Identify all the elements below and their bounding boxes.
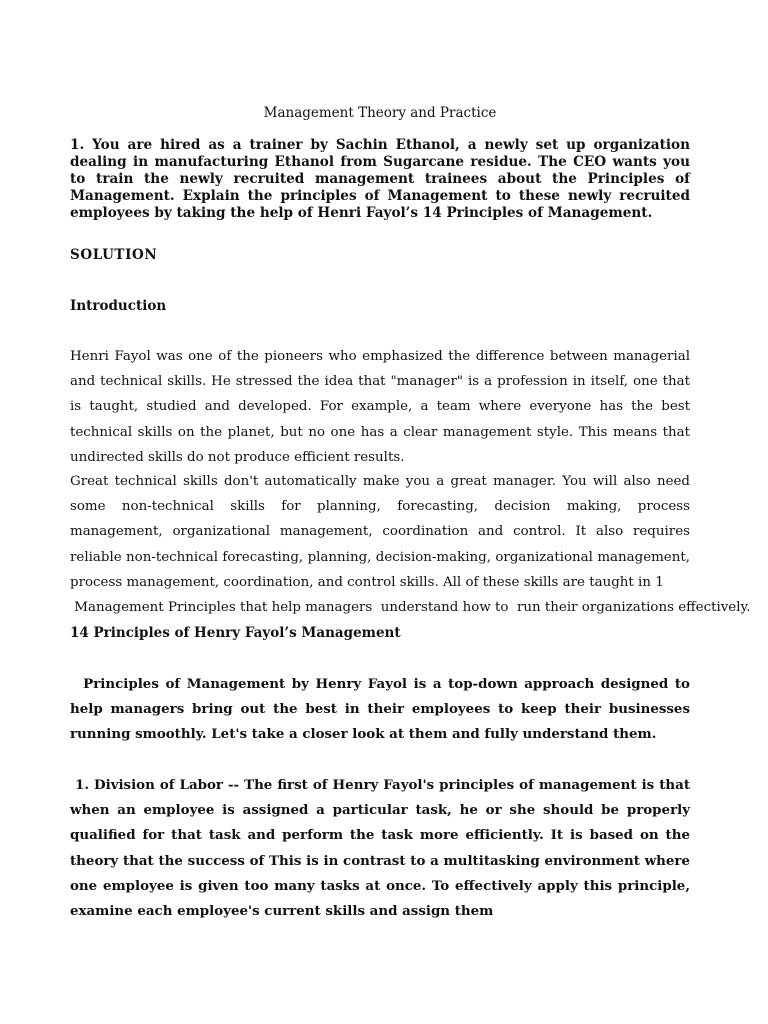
principles-intro-paragraph: Principles of Management by Henry Fayol is a top-down approach designed to help managers bring out the best in their employees to keep their businesses running smoothly. Let's take a closer look at them and fully understand them. <box>70 676 695 743</box>
intro-paragraph: Henri Fayol was one of the pioneers who emphasized the difference between managerial and technical skills. He stressed the idea that "manager" is a profession in itself, one that is taught, studied and developed. For example, a team where everyone has the best technical skills on the planet, but no one has a clear management style. This means that undirected skills do not produce efficient results. <box>70 349 690 465</box>
solution-heading: SOLUTION <box>70 247 158 263</box>
assignment-question: 1. You are hired as a trainer by Sachin Ethanol, a newly set up organization dealing in manufacturing Ethanol from Sugarcane residue. The CEO wants you to train the newly recruited management trainees about the Principles of Management. Explain the principles of Management to these newly recruited employees by taking the help of Henri Fayol’s 14 Principles of Management. <box>70 137 690 221</box>
division-of-labor-paragraph: 1. Division of Labor -- The first of Henry Fayol's principles of management is that when an employee is assigned a particular task, he or she should be properly qualified for that task and perform the task more efficiently. It is based on the theory that the success of This is in contrast to a multitasking environment where one employee is given too many tasks at once. To effectively apply this principle, examine each employee's current skills and assign them <box>70 777 695 920</box>
principles-heading: 14 Principles of Henry Fayol’s Management <box>70 625 401 641</box>
document-title: Management Theory and Practice <box>263 105 497 121</box>
skills-paragraph: Great technical skills don't automatically make you a great manager. You will also need some non-technical skills for planning, forecasting, decision making, process management, organizational management, coordination and control. It also requires reliable non-technical forecasting, planning, decision-making, organizational management, process management, coordination, and control skills. All of these skills are taught in 1 <box>70 474 690 590</box>
management-principles-line: Management Principles that help managers understand how to run their organizations effectively. <box>70 600 751 615</box>
page-content <box>70 0 751 1024</box>
introduction-heading: Introduction <box>70 298 167 314</box>
